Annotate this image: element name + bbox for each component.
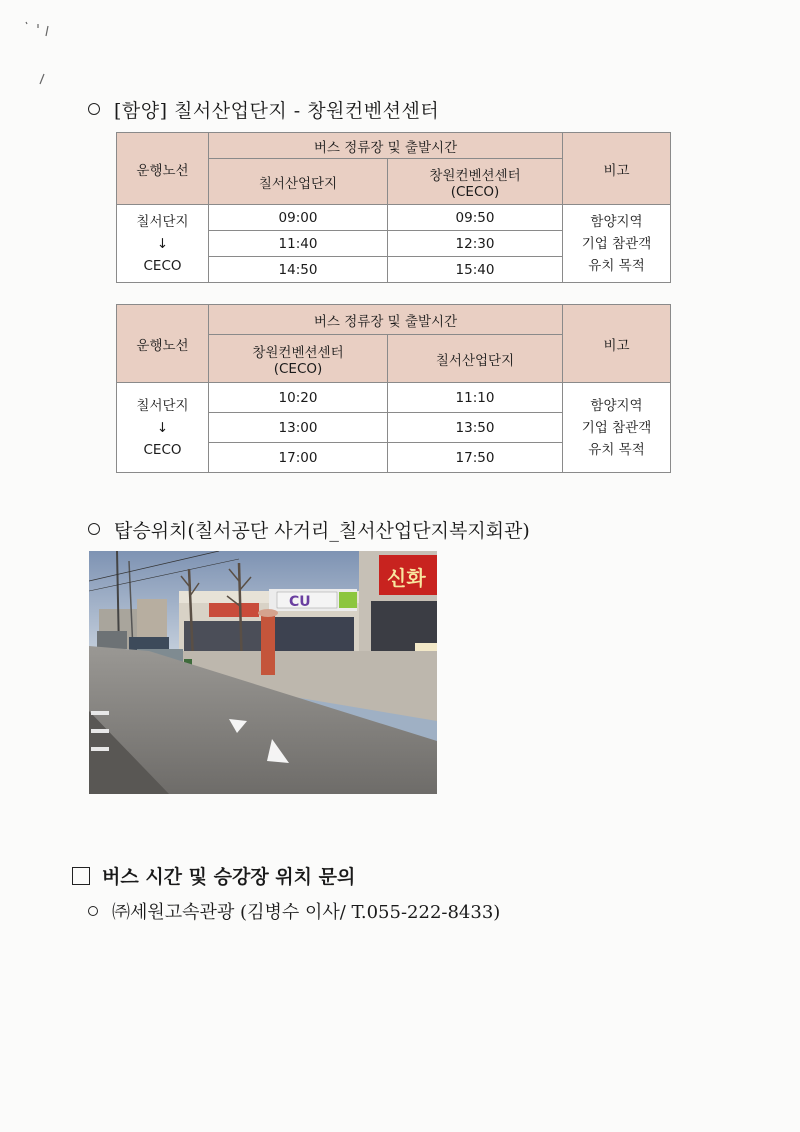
note-line: 함양지역 xyxy=(590,213,643,230)
time-cell: 12:30 xyxy=(388,231,563,257)
header-stop-b: 칠서산업단지 xyxy=(388,335,563,383)
boarding-location xyxy=(88,516,530,543)
header-stop-b-line2: (CECO) xyxy=(450,183,500,200)
time-cell: 10:20 xyxy=(209,383,388,413)
time-cell: 15:40 xyxy=(388,257,563,283)
header-stops: 버스 정류장 및 출발시간 xyxy=(209,305,563,335)
route-from: 칠서단지 xyxy=(136,397,189,414)
time-cell: 13:00 xyxy=(209,413,388,443)
contact-line xyxy=(88,898,500,924)
time-cell: 14:50 xyxy=(209,257,388,283)
section-title-text: [함양] 칠서산업단지 - 창원컨벤션센터 xyxy=(114,100,440,122)
header-stop-a xyxy=(209,335,388,383)
street-scene xyxy=(89,551,437,794)
time-cell: 11:40 xyxy=(209,231,388,257)
inquiry-heading-text: 버스 시간 및 승강장 위치 문의 xyxy=(102,866,356,888)
header-route: 운행노선 xyxy=(117,305,209,383)
route-to: CECO xyxy=(143,257,182,274)
route-cell xyxy=(117,383,209,473)
time-cell: 11:10 xyxy=(388,383,563,413)
note-cell xyxy=(563,383,671,473)
time-cell: 09:00 xyxy=(209,205,388,231)
scan-artifact xyxy=(16,14,56,94)
note-line: 유치 목적 xyxy=(588,257,645,274)
header-stops: 버스 정류장 및 출발시간 xyxy=(209,133,563,159)
boarding-location-text: 탑승위치(칠서공단 사거리_칠서산업단지복지회관) xyxy=(114,520,530,542)
note-line: 함양지역 xyxy=(590,397,643,414)
header-stop-b-line1: 창원컨벤션센터 xyxy=(429,167,521,184)
note-line: 기업 참관객 xyxy=(581,419,652,436)
header-stop-a-line2: (CECO) xyxy=(273,360,323,377)
shinhwa-sign-text: 신화 xyxy=(387,566,426,590)
route-arrow-icon: ↓ xyxy=(156,419,169,436)
note-line: 기업 참관객 xyxy=(581,235,652,252)
route-cell xyxy=(117,205,209,283)
header-stop-a-line1: 창원컨벤션센터 xyxy=(252,344,344,361)
time-cell: 09:50 xyxy=(388,205,563,231)
street-view-photo xyxy=(89,551,437,794)
section-title xyxy=(88,96,439,123)
square-bullet-icon xyxy=(72,867,90,885)
circle-bullet-icon xyxy=(88,906,98,916)
note-cell xyxy=(563,205,671,283)
note-line: 유치 목적 xyxy=(588,441,645,458)
route-to: CECO xyxy=(143,441,182,458)
contact-text: ㈜세원고속관광 (김병수 이사/ T.055-222-8433) xyxy=(112,902,501,923)
header-route: 운행노선 xyxy=(117,133,209,205)
header-note: 비고 xyxy=(563,305,671,383)
inquiry-heading xyxy=(72,862,355,889)
schedule-table-outbound xyxy=(116,132,671,283)
header-stop-a: 칠서산업단지 xyxy=(209,159,388,205)
time-cell: 13:50 xyxy=(388,413,563,443)
schedule-table-return xyxy=(116,304,671,473)
header-stop-b xyxy=(388,159,563,205)
time-cell: 17:50 xyxy=(388,443,563,473)
time-cell: 17:00 xyxy=(209,443,388,473)
circle-bullet-icon xyxy=(88,103,100,115)
circle-bullet-icon xyxy=(88,523,100,535)
route-from: 칠서단지 xyxy=(136,213,189,230)
route-arrow-icon: ↓ xyxy=(156,235,169,252)
header-note: 비고 xyxy=(563,133,671,205)
cu-sign-text: CU xyxy=(289,594,311,610)
